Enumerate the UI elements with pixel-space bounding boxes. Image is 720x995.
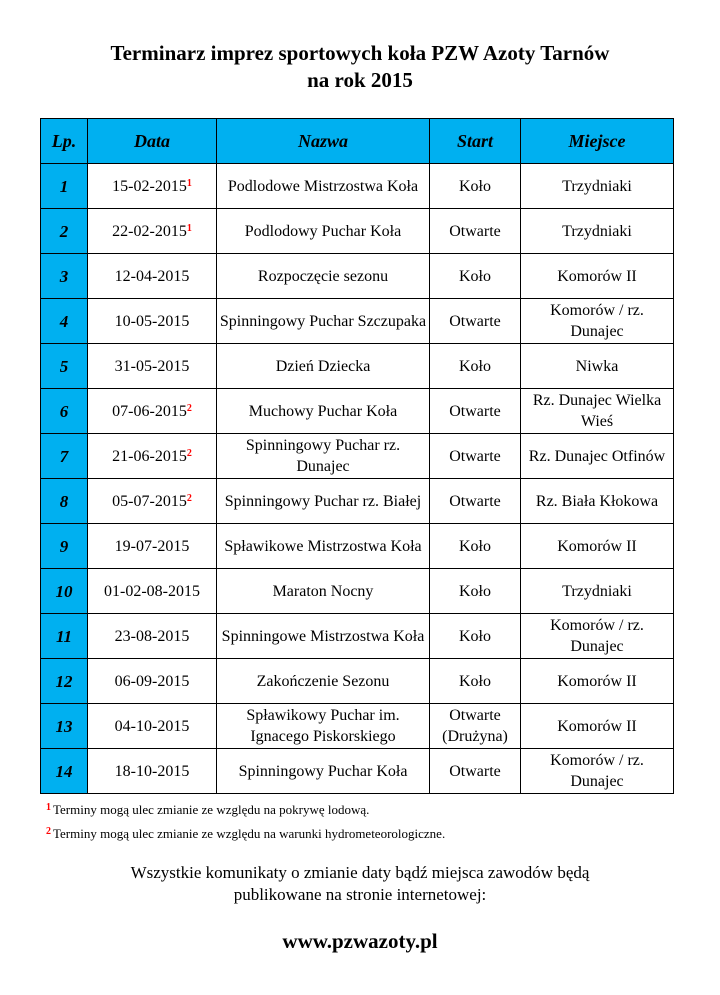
start-cell: Otwarte [430, 434, 521, 479]
table-row [41, 704, 674, 749]
date-cell [88, 479, 217, 524]
date-text: 19-07-2015 [114, 537, 190, 555]
date-cell [88, 344, 217, 389]
date-text: 06-09-2015 [114, 672, 190, 690]
footnote-2 [46, 821, 445, 845]
place-cell: Trzydniaki [521, 209, 674, 254]
table-row [41, 164, 674, 209]
header-lp: Lp. [41, 119, 88, 164]
date-cell [88, 614, 217, 659]
start-cell: Koło [430, 254, 521, 299]
footnote-marker: 2 [186, 402, 192, 414]
table-row [41, 209, 674, 254]
start-cell: Otwarte [430, 209, 521, 254]
notice-line-1: Wszystkie komunikaty o zmianie daty bądź miejsca zawodów będą [130, 863, 590, 882]
start-cell: Koło [430, 344, 521, 389]
row-number-cell: 3 [41, 254, 88, 299]
place-cell: Komorów / rz. Dunajec [521, 614, 674, 659]
row-number-cell: 9 [41, 524, 88, 569]
start-cell: Otwarte [430, 749, 521, 794]
place-cell: Rz. Biała Kłokowa [521, 479, 674, 524]
row-number-cell: 1 [41, 164, 88, 209]
footnote-1-number: 1 [46, 802, 51, 813]
date-cell [88, 164, 217, 209]
event-name-cell: Spinningowe Mistrzostwa Koła [217, 614, 430, 659]
event-name-cell: Zakończenie Sezonu [217, 659, 430, 704]
row-number-cell: 11 [41, 614, 88, 659]
date-cell [88, 254, 217, 299]
place-cell: Komorów II [521, 704, 674, 749]
date-cell [88, 209, 217, 254]
date-text: 23-08-2015 [114, 627, 190, 645]
place-cell: Komorów / rz. Dunajec [521, 299, 674, 344]
website-link[interactable]: www.pzwazoty.pl [282, 929, 438, 953]
event-name-cell: Rozpoczęcie sezonu [217, 254, 430, 299]
row-number-cell: 8 [41, 479, 88, 524]
footnote-2-number: 2 [46, 826, 51, 837]
date-cell [88, 569, 217, 614]
table-row [41, 524, 674, 569]
footnote-2-text: Terminy mogą ulec zmianie ze względu na warunki hydrometeorologiczne. [53, 826, 446, 841]
header-date: Data [88, 119, 217, 164]
place-cell: Rz. Dunajec Wielka Wieś [521, 389, 674, 434]
date-text: 15-02-2015 [112, 177, 187, 195]
date-cell [88, 704, 217, 749]
start-cell: Otwarte [430, 389, 521, 434]
date-cell [88, 299, 217, 344]
start-cell: Otwarte [430, 299, 521, 344]
row-number-cell: 2 [41, 209, 88, 254]
notice-text [0, 862, 720, 906]
header-name: Nazwa [217, 119, 430, 164]
event-name-cell: Spinningowy Puchar rz. Białej [217, 479, 430, 524]
title-line-1: Terminarz imprez sportowych koła PZW Azoty Tarnów [110, 41, 610, 65]
table-row [41, 344, 674, 389]
row-number-cell: 7 [41, 434, 88, 479]
table-row [41, 479, 674, 524]
header-place: Miejsce [521, 119, 674, 164]
start-cell: Otwarte (Drużyna) [430, 704, 521, 749]
footnotes [46, 797, 445, 845]
event-name-cell: Dzień Dziecka [217, 344, 430, 389]
table-header-row [41, 119, 674, 164]
date-text: 22-02-2015 [112, 222, 187, 240]
footnote-marker: 1 [186, 222, 192, 234]
row-number-cell: 10 [41, 569, 88, 614]
date-cell [88, 389, 217, 434]
date-text: 04-10-2015 [114, 717, 190, 735]
date-text: 31-05-2015 [114, 357, 190, 375]
title-line-2: na rok 2015 [307, 68, 413, 92]
table-row [41, 299, 674, 344]
start-cell: Koło [430, 524, 521, 569]
row-number-cell: 5 [41, 344, 88, 389]
event-name-cell: Spławikowe Mistrzostwa Koła [217, 524, 430, 569]
date-text: 07-06-2015 [112, 402, 187, 420]
table-row [41, 614, 674, 659]
date-cell [88, 659, 217, 704]
table-row [41, 749, 674, 794]
schedule-table [40, 118, 674, 794]
place-cell: Trzydniaki [521, 569, 674, 614]
row-number-cell: 4 [41, 299, 88, 344]
start-cell: Koło [430, 164, 521, 209]
date-text: 05-07-2015 [112, 492, 187, 510]
place-cell: Niwka [521, 344, 674, 389]
date-text: 01-02-08-2015 [104, 582, 200, 600]
event-name-cell: Spinningowy Puchar Koła [217, 749, 430, 794]
page-title [0, 40, 720, 94]
place-cell: Trzydniaki [521, 164, 674, 209]
event-name-cell: Podlodowe Mistrzostwa Koła [217, 164, 430, 209]
footnote-1 [46, 797, 445, 821]
start-cell: Koło [430, 659, 521, 704]
row-number-cell: 14 [41, 749, 88, 794]
place-cell: Komorów II [521, 254, 674, 299]
event-name-cell: Spławikowy Puchar im. Ignacego Piskorskiego [217, 704, 430, 749]
header-start: Start [430, 119, 521, 164]
start-cell: Otwarte [430, 479, 521, 524]
footnote-marker: 2 [186, 492, 192, 504]
date-cell [88, 524, 217, 569]
date-text: 21-06-2015 [112, 447, 187, 465]
event-name-cell: Podlodowy Puchar Koła [217, 209, 430, 254]
event-name-cell: Maraton Nocny [217, 569, 430, 614]
start-cell: Koło [430, 569, 521, 614]
table-row [41, 659, 674, 704]
table-row [41, 389, 674, 434]
footnote-1-text: Terminy mogą ulec zmianie ze względu na pokrywę lodową. [53, 802, 370, 817]
date-text: 18-10-2015 [114, 762, 190, 780]
place-cell: Rz. Dunajec Otfinów [521, 434, 674, 479]
place-cell: Komorów / rz. Dunajec [521, 749, 674, 794]
footnote-marker: 2 [186, 447, 192, 459]
row-number-cell: 13 [41, 704, 88, 749]
table-row [41, 434, 674, 479]
table-body [41, 164, 674, 794]
table-row [41, 254, 674, 299]
date-cell [88, 749, 217, 794]
event-name-cell: Spinningowy Puchar Szczupaka [217, 299, 430, 344]
notice-line-2: publikowane na stronie internetowej: [233, 885, 487, 904]
table-row [41, 569, 674, 614]
date-text: 10-05-2015 [114, 312, 190, 330]
place-cell: Komorów II [521, 659, 674, 704]
row-number-cell: 12 [41, 659, 88, 704]
event-name-cell: Muchowy Puchar Koła [217, 389, 430, 434]
start-cell: Koło [430, 614, 521, 659]
row-number-cell: 6 [41, 389, 88, 434]
footnote-marker: 1 [186, 177, 192, 189]
date-text: 12-04-2015 [114, 267, 190, 285]
date-cell [88, 434, 217, 479]
event-name-cell: Spinningowy Puchar rz. Dunajec [217, 434, 430, 479]
place-cell: Komorów II [521, 524, 674, 569]
